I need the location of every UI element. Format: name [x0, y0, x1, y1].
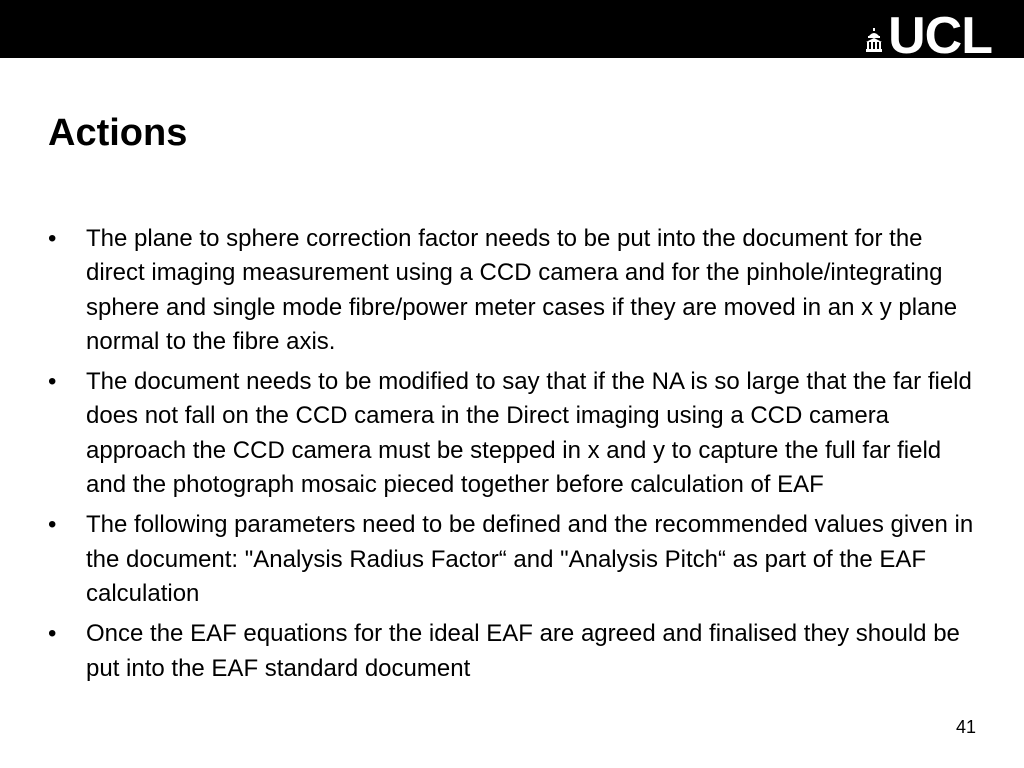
ucl-portico-icon [866, 28, 882, 52]
bullet-item-4 [48, 617, 978, 686]
bullet-item-2 [48, 365, 978, 502]
page-number: 41 [955, 717, 976, 737]
bullet-text: Once the EAF equations for the ideal EAF are agreed and finalised they should be put into the EAF standard document [86, 620, 960, 682]
bullet-text: The plane to sphere correction factor needs to be put into the document for the direct imaging measurement using a CCD camera and for the pinhole/integrating sphere and single mode fibre/power meter cases if they are moved in an x y plane normal to the fibre axis. [86, 225, 958, 355]
bullet-marker: • [48, 225, 57, 252]
bullet-text: The following parameters need to be defined and the recommended values given in the document: "Analysis Radius Factor“ and "Analysis Pitch“ as part of the EAF calculation [86, 511, 974, 607]
bullet-marker: • [48, 620, 57, 648]
bullet-item-1 [48, 222, 978, 359]
bullet-text: The document needs to be modified to say that if the NA is so large that the far field does not fall on the CCD camera in the Direct imaging using a CCD camera approach the CCD camera must be stepped in x and y to capture the full far field and the photograph mosaic pieced together before calculation of EAF [86, 368, 972, 499]
slide-title: Actions [48, 112, 188, 154]
bullet-list [48, 222, 978, 692]
ucl-logo [866, 7, 992, 65]
header-bar [0, 0, 1024, 65]
logo-text: UCL [888, 7, 992, 65]
bullet-marker: • [48, 511, 57, 539]
bullet-item-3 [48, 508, 978, 611]
bullet-marker: • [48, 368, 57, 396]
